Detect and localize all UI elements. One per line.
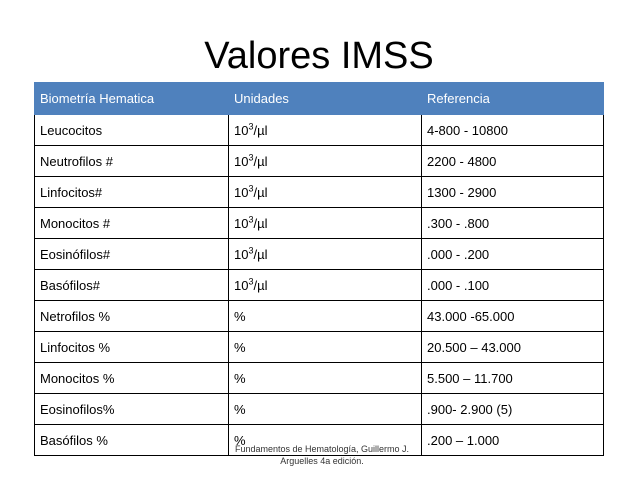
cell-reference: 1300 - 2900: [422, 177, 604, 208]
cell-name: Leucocitos: [35, 115, 229, 146]
unit-suffix: /µl: [253, 246, 268, 262]
cell-unit: [229, 301, 422, 332]
cell-unit: [229, 394, 422, 425]
unit-base: 10: [234, 277, 249, 293]
table-row: [35, 270, 604, 301]
table-row: [35, 301, 604, 332]
table-row: [35, 208, 604, 239]
table-row: [35, 115, 604, 146]
unit-exponent: 3: [248, 276, 254, 287]
table-row: [35, 363, 604, 394]
unit-base: 10: [234, 215, 249, 231]
cell-unit: [229, 332, 422, 363]
header-biometria: Biometría Hematica: [35, 83, 229, 115]
header-referencia: Referencia: [422, 83, 604, 115]
unit-base: %: [234, 401, 246, 417]
unit-base: 10: [234, 184, 249, 200]
unit-base: 10: [234, 122, 249, 138]
cell-reference: 4-800 - 10800: [422, 115, 604, 146]
cell-name: Basófilos %: [35, 425, 229, 456]
cell-reference: 20.500 – 43.000: [422, 332, 604, 363]
unit-base: %: [234, 308, 246, 324]
cell-unit: [229, 177, 422, 208]
unit-base: %: [234, 370, 246, 386]
citation-footer: [227, 443, 417, 467]
citation-line-1: Fundamentos de Hematología, Guillermo J.: [234, 444, 410, 454]
unit-suffix: /µl: [253, 184, 268, 200]
cell-name: Monocitos %: [35, 363, 229, 394]
table-row: [35, 332, 604, 363]
citation-line-2: Arguelles 4a edición.: [280, 456, 364, 466]
cell-reference: 5.500 – 11.700: [422, 363, 604, 394]
cell-name: Monocitos #: [35, 208, 229, 239]
cell-reference: .000 - .200: [422, 239, 604, 270]
cell-name: Linfocitos %: [35, 332, 229, 363]
cell-name: Eosinófilos#: [35, 239, 229, 270]
table-row: [35, 394, 604, 425]
cell-reference: 2200 - 4800: [422, 146, 604, 177]
cell-unit: [229, 363, 422, 394]
cell-unit: [229, 115, 422, 146]
cell-reference: .200 – 1.000: [422, 425, 604, 456]
reference-values-table: [34, 82, 604, 456]
unit-exponent: 3: [248, 183, 254, 194]
table-header-row: [35, 83, 604, 115]
cell-name: Neutrofilos #: [35, 146, 229, 177]
cell-unit: [229, 239, 422, 270]
unit-exponent: 3: [248, 245, 254, 256]
cell-unit: [229, 208, 422, 239]
unit-base: 10: [234, 246, 249, 262]
cell-name: Basófilos#: [35, 270, 229, 301]
cell-unit: [229, 270, 422, 301]
slide-title: Valores IMSS: [204, 35, 434, 77]
table-row: [35, 146, 604, 177]
cell-unit: [229, 146, 422, 177]
cell-reference: .900- 2.900 (5): [422, 394, 604, 425]
table-row: [35, 177, 604, 208]
cell-reference: .000 - .100: [422, 270, 604, 301]
table-row: [35, 239, 604, 270]
unit-suffix: /µl: [253, 122, 268, 138]
unit-exponent: 3: [248, 152, 254, 163]
cell-reference: .300 - .800: [422, 208, 604, 239]
cell-name: Eosinofilos%: [35, 394, 229, 425]
unit-base: 10: [234, 153, 249, 169]
unit-base: %: [234, 339, 246, 355]
unit-exponent: 3: [248, 121, 254, 132]
cell-name: Netrofilos %: [35, 301, 229, 332]
cell-reference: 43.000 -65.000: [422, 301, 604, 332]
cell-name: Linfocitos#: [35, 177, 229, 208]
unit-suffix: /µl: [253, 153, 268, 169]
unit-exponent: 3: [248, 214, 254, 225]
unit-suffix: /µl: [253, 277, 268, 293]
unit-base: %: [234, 432, 246, 448]
unit-suffix: /µl: [253, 215, 268, 231]
header-unidades: Unidades: [229, 83, 422, 115]
